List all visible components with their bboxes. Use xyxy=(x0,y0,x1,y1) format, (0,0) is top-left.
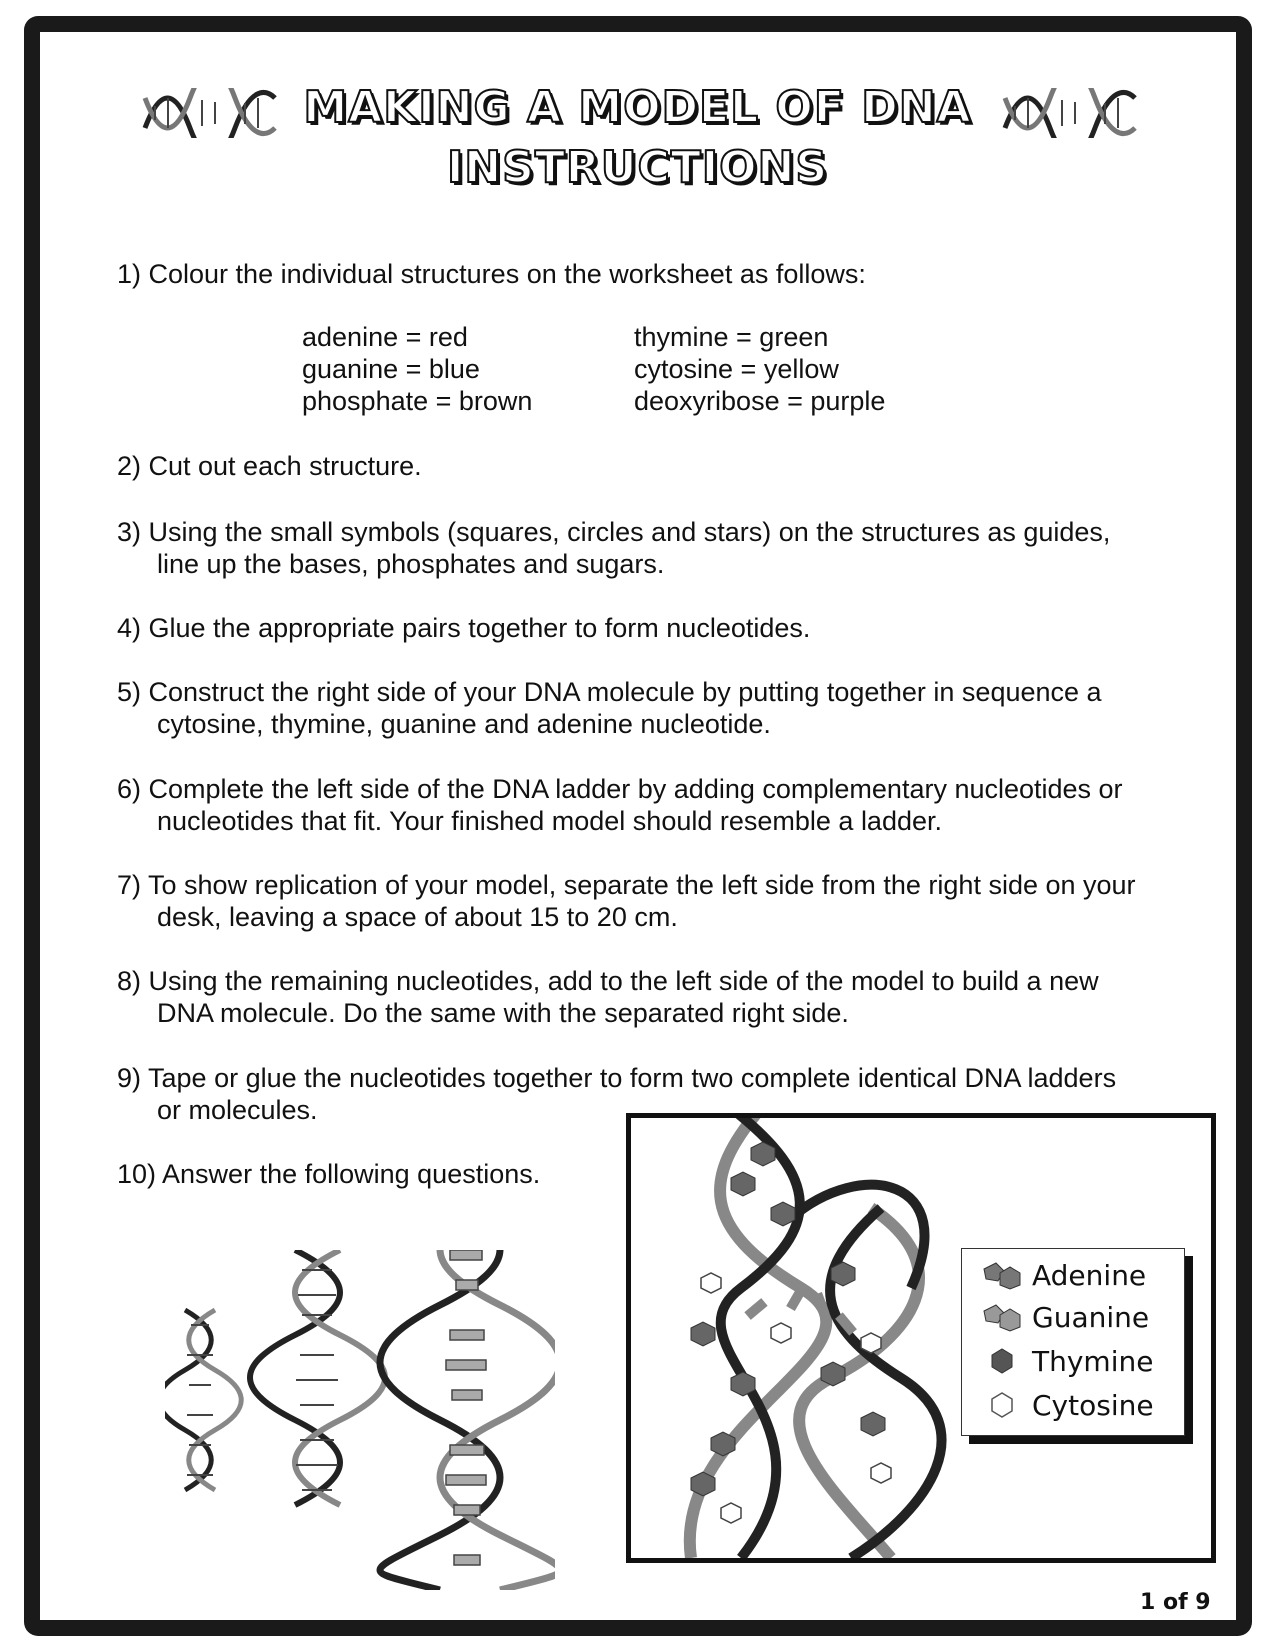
color-key-guanine: guanine = blue xyxy=(302,354,480,384)
legend-item-thymine: Thymine xyxy=(982,1341,1182,1381)
step-9: 9) Tape or glue the nucleotides together to form two complete identical DNA ladders or molecules. xyxy=(117,1063,1117,1125)
thymine-icon xyxy=(982,1347,1022,1377)
color-key-deoxyribose: deoxyribose = purple xyxy=(634,386,886,416)
color-key-phosphate: phosphate = brown xyxy=(302,386,533,416)
step-1: 1) Colour the individual structures on the worksheet as follows: xyxy=(117,259,866,289)
dna-helix-large xyxy=(380,1250,555,1590)
dna-helix-medium xyxy=(250,1250,385,1505)
step-2: 2) Cut out each structure. xyxy=(117,451,422,481)
page-number: 1 of 9 xyxy=(1140,1590,1211,1615)
step-10: 10) Answer the following questions. xyxy=(117,1159,541,1189)
page-title: MAKING A MODEL OF DNA xyxy=(303,82,972,133)
color-key-cytosine: cytosine = yellow xyxy=(634,354,839,384)
step-3: 3) Using the small symbols (squares, circles and stars) on the structures as guides, line up the bases, phosphates and sugars. xyxy=(117,517,1111,579)
step-6: 6) Complete the left side of the DNA ladder by adding complementary nucleotides or nucleotides that fit. Your finished model should resemble a ladder. xyxy=(117,774,1123,836)
legend-item-adenine: Adenine xyxy=(982,1255,1182,1295)
dna-helices-illustration xyxy=(165,1250,555,1590)
color-key-thymine: thymine = green xyxy=(634,322,829,352)
step-4: 4) Glue the appropriate pairs together to form nucleotides. xyxy=(117,613,811,643)
page-subtitle: INSTRUCTIONS xyxy=(446,142,829,193)
adenine-icon xyxy=(982,1261,1022,1291)
dna-replication-diagram xyxy=(626,1113,1216,1563)
legend-item-guanine: Guanine xyxy=(982,1297,1182,1337)
legend-item-cytosine: Cytosine xyxy=(982,1385,1182,1425)
color-key-adenine: adenine = red xyxy=(302,322,468,352)
step-7: 7) To show replication of your model, separate the left side from the right side on your desk, leaving a space of about 15 to 20 cm. xyxy=(117,870,1136,932)
title-block xyxy=(0,78,1275,198)
guanine-icon xyxy=(982,1303,1022,1333)
step-8: 8) Using the remaining nucleotides, add to the left side of the model to build a new DNA molecule. Do the same with the separated right side. xyxy=(117,966,1099,1028)
base-legend xyxy=(961,1248,1185,1436)
dna-helix-small xyxy=(165,1310,241,1490)
cytosine-icon xyxy=(982,1391,1022,1421)
step-5: 5) Construct the right side of your DNA molecule by putting together in sequence a cytosine, thymine, guanine and adenine nucleotide. xyxy=(117,677,1102,739)
